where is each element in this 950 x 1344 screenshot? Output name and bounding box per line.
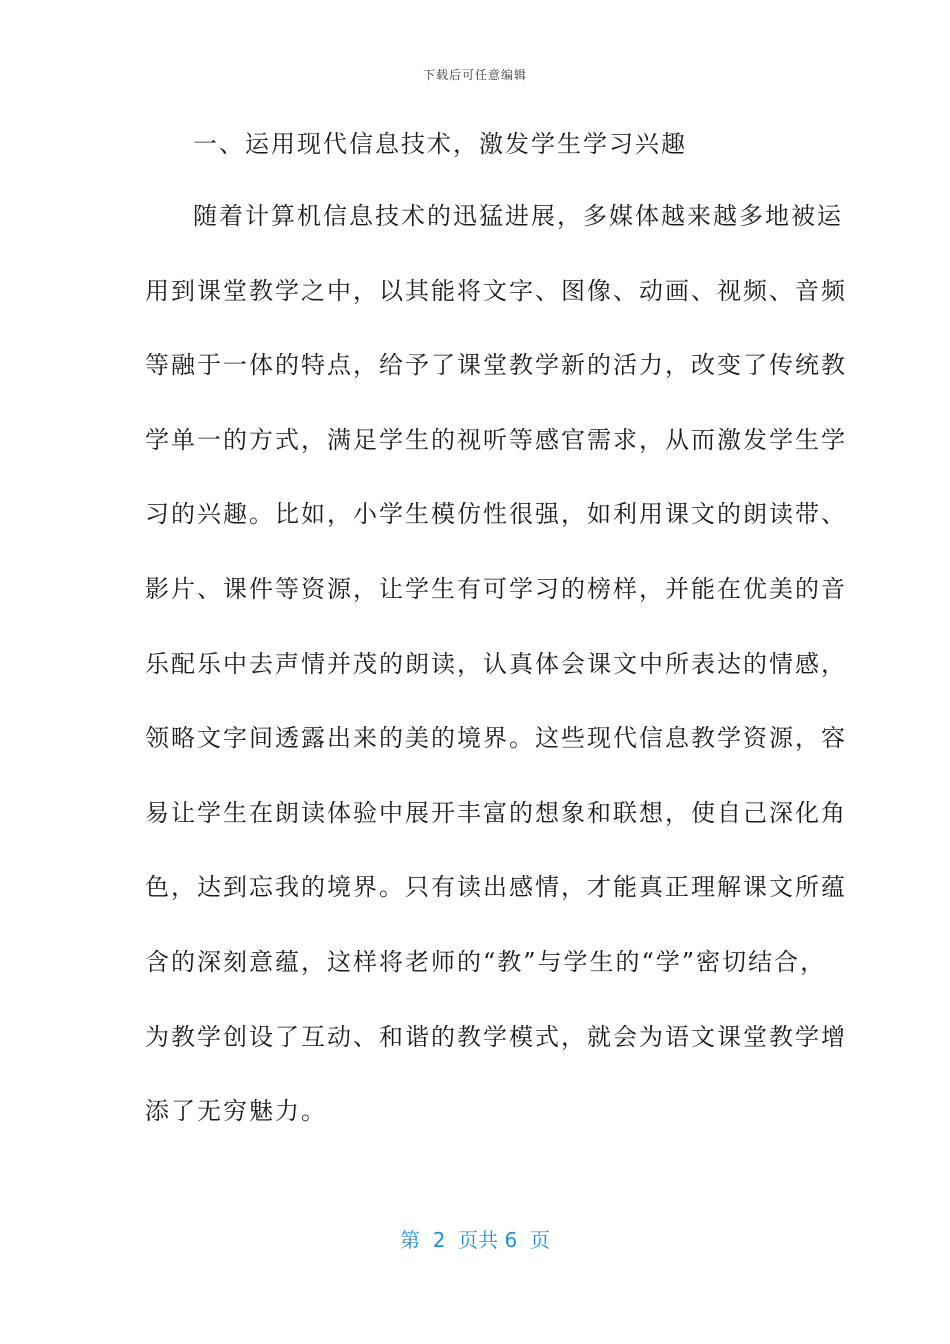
paragraph-line: 添了无穷魅力。	[145, 1097, 327, 1126]
paragraph-line: 等融于一体的特点，给予了课堂教学新的活力，改变了传统教	[145, 351, 847, 380]
document-body	[145, 124, 847, 1168]
paragraph-line: 乐配乐中去声情并茂的朗读，认真体会课文中所表达的情感，	[145, 649, 847, 678]
paragraph-line: 含的深刻意蕴，这样将老师的“教”与学生的“学”密切结合，	[145, 947, 827, 976]
paragraph-line: 学单一的方式，满足学生的视听等感官需求，从而激发学生学	[145, 425, 847, 454]
section-heading: 一、运用现代信息技术，激发学生学习兴趣	[193, 130, 687, 158]
paragraph-line: 影片、课件等资源，让学生有可学习的榜样，并能在优美的音	[145, 574, 847, 603]
header-note: 下载后可任意编辑	[422, 68, 527, 82]
paragraph-line: 为教学创设了互动、和谐的教学模式，就会为语文课堂教学增	[145, 1022, 847, 1051]
paragraph-line: 色，达到忘我的境界。只有读出感情，才能真正理解课文所蕴	[145, 873, 847, 902]
page-number: 第 2 页共 6 页	[400, 1228, 550, 1252]
paragraph-line: 随着计算机信息技术的迅猛进展，多媒体越来越多地被运	[193, 202, 843, 230]
paragraph-line: 易让学生在朗读体验中展开丰富的想象和联想，使自己深化角	[145, 798, 847, 827]
paragraph-line: 领略文字间透露出来的美的境界。这些现代信息教学资源，容	[145, 724, 847, 753]
paragraph-line: 习的兴趣。比如，小学生模仿性很强，如利用课文的朗读带、	[145, 500, 847, 529]
paragraph-line: 用到课堂教学之中，以其能将文字、图像、动画、视频、音频	[145, 276, 847, 305]
